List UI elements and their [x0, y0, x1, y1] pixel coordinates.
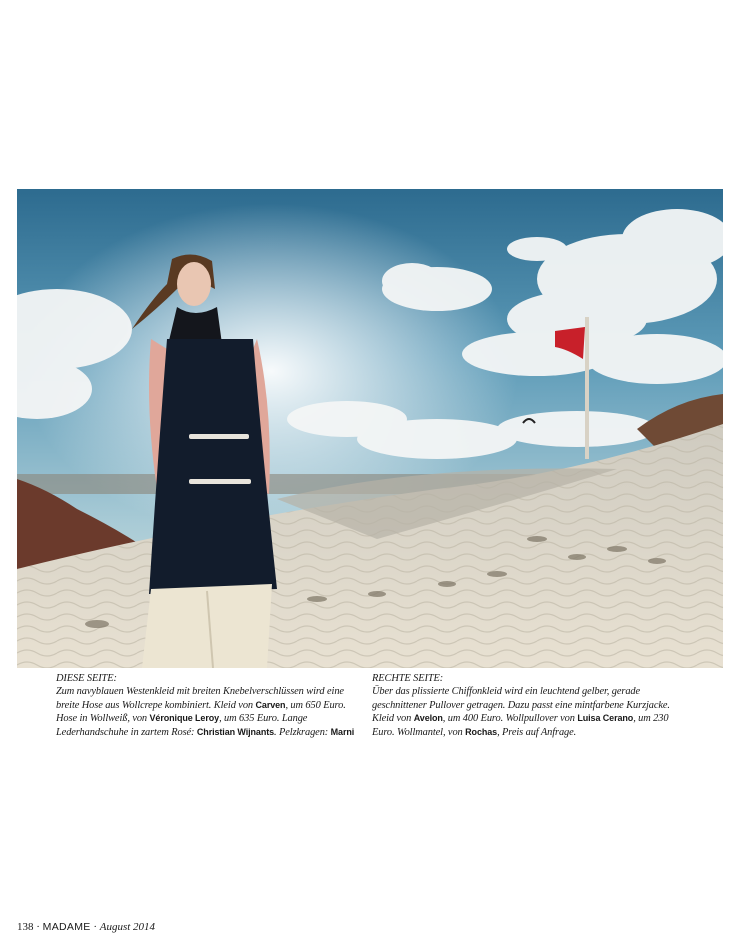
caption-right-brand-1: Avelon: [413, 713, 443, 724]
caption-right-brand-3: Rochas: [465, 726, 498, 737]
caption-right-text-2: , um 400 Euro. Wollpullover von: [442, 713, 578, 725]
caption-left-brand-4: Marni: [330, 726, 355, 737]
page-number: 138: [17, 921, 34, 933]
issue-date: August 2014: [99, 921, 156, 933]
caption-right-text-3: , um 230 Euro. Wollmantel, von: [372, 713, 669, 738]
caption-left-text-2: , um 650 Euro. Hose in Wollweiß, von: [56, 699, 346, 725]
caption-right-text-4: , Preis auf Anfrage.: [497, 726, 577, 738]
caption-left-brand-1: Carven: [255, 699, 286, 710]
footer-separator-1: ·: [33, 921, 43, 933]
magazine-name: MADAME: [42, 921, 91, 933]
editorial-photo: [17, 189, 723, 668]
caption-left-brand-2: Véronique Leroy: [149, 713, 220, 724]
photo-illustration: [17, 189, 723, 668]
caption-right: [372, 672, 672, 739]
caption-left-heading: DIESE SEITE:: [56, 673, 117, 684]
flag-pole: [585, 317, 589, 459]
caption-right-brand-2: Luisa Cerano: [577, 713, 634, 724]
caption-right-text-1: Über das plissierte Chiffonkleid wird ein leuchtend gelber, gerade geschnittener Pullover getragen. Dazu passt eine mintfarbene Kurzjacke. Kleid von: [372, 686, 670, 725]
caption-left: [56, 672, 356, 739]
caption-right-heading: RECHTE SEITE:: [372, 673, 444, 684]
caption-left-text-3: , um 635 Euro. Lange Lederhandschuhe in zartem Rosé:: [56, 713, 308, 738]
page-footer: [17, 921, 155, 933]
footer-separator-2: ·: [90, 921, 100, 933]
caption-left-text-1: Zum navyblauen Westenkleid mit breiten Knebelverschlüssen wird eine breite Hose aus Wollcrepe kombiniert. Kleid von: [56, 686, 344, 711]
caption-left-text-4: . Pelzkragen:: [274, 726, 331, 738]
caption-left-brand-3: Christian Wijnants: [196, 726, 275, 737]
